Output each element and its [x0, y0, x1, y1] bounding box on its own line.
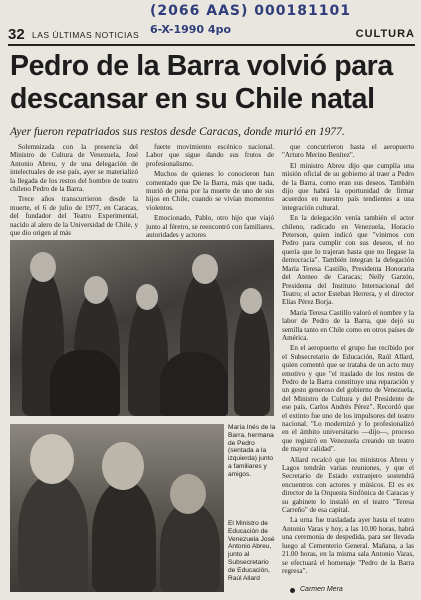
publication-name: LAS ÚLTIMAS NOTICIAS — [32, 30, 140, 40]
photo-face — [170, 474, 206, 514]
photo-face — [102, 442, 144, 490]
photo-family-gathering — [10, 240, 274, 416]
photo-figure — [92, 480, 156, 592]
paragraph: que concurrieron hasta el aeropuerto "Arturo Merino Benítez". — [282, 143, 414, 160]
byline-bullet — [290, 588, 295, 593]
masthead — [8, 26, 415, 46]
photo-face — [84, 276, 108, 304]
headline: Pedro de la Barra volvió para descansar en su Chile natal — [10, 50, 393, 115]
photo-officials — [10, 424, 224, 592]
photo-face — [240, 288, 262, 314]
photo-figure — [160, 502, 220, 592]
photo-figure — [234, 300, 270, 416]
photo-face — [30, 252, 56, 282]
paragraph: Solemnizada con la presencia del Ministro de Cultura de Venezuela, José Antonio Abreu, y de una delegación de intelectuales de ese país, ayer se materializó la llegada de los restos del hombre de teatro chileno Pedro de la Barra. — [10, 143, 138, 194]
paragraph: La urna fue trasladada ayer hasta el teatro Antonio Varas y hoy, a las 10.00 horas, habrá una ceremonia de despedida, para ser llevada luego al Cementerio General. Mañana, a las 21.00 horas, en la misma sala Antonio Varas, se efectuará el homenaje "Pedro de la Barra regresa". — [282, 516, 414, 575]
paragraph: En la delegación venía también el actor chileno, radicado en Venezuela, Horacio Peterson, quien indicó que "vinimos con Pedro para cumplir con sus deseos, el no quería que lo trajeran hasta que no llegase la democracia". También integran la delegación María Teresa Castillo, Presidenta Honoraria del Ateneo de Caracas; Nelly Garzón, Presidenta del Instituto Internacional del Teatro; el actor Esteban Herrera, y el director Elías Pérez Borja. — [282, 214, 414, 307]
photo-caption-1: María Inés de la Barra, hermana de Pedro (sentada a la izquierda) junto a familiares y amigos. — [228, 424, 276, 478]
page-number: 32 — [8, 26, 25, 43]
photo-face — [30, 434, 74, 484]
section-label: CULTURA — [355, 28, 415, 40]
paragraph: fuerte movimiento escénico nacional. Labor que sigue dando sus frutos de profesionalismo. — [146, 143, 274, 168]
paragraph: María Teresa Castillo valoró el nombre y la labor de Pedro de la Barra, que dejó su semilla tanto en Chile como en otros países de América. — [282, 308, 414, 342]
paragraph: En el aeropuerto el grupo fue recibido por el Subsecretario de Educación, Raúl Allard, quien comentó que se trataba de un acto muy emotivo y que "el traslado de los restos de Pedro de la Barra constituye una reparación y un gesto generoso del gobierno de Venezuela, del Ministro de Cultura y del Presidente de ese país, Carlos Andrés Pérez". Recordó que el extinto fue uno de los impulsores del teatro nacional. "Lo modernizó y lo profesionalizó en el ámbito universitario —dijo—, proceso que registró en Venezuela creando un teatro de mayor calidad". — [282, 344, 414, 454]
photo-caption-2: El Ministro de Educación de Venezuela José Antonio Abreu, junto al Subsecretario de Educación, Raúl Allard — [228, 520, 275, 582]
photo-figure — [160, 352, 228, 416]
paragraph: Emocionado, Pablo, otro hijo que viajó junto al féretro, se reencontró con familiares, autoridades y actores — [146, 214, 274, 240]
column-2 — [146, 143, 274, 241]
paragraph: Trece años transcurrieron desde la muerte, el 6 de julio de 1977, en Caracas, del fundador del Teatro Experimental, nacido al alero de la Universidad de Chile, y que dio origen al más — [10, 195, 138, 238]
photo-face — [192, 254, 218, 284]
paragraph: Muchos de quienes lo conocieron han comentado que De la Barra, más que nada, murió de pena por la muerte de uno de sus hijos en Chile, cuando se vivían momentos violentos. — [146, 170, 274, 212]
photo-figure — [18, 474, 88, 592]
handwritten-date: 6-X-1990 4po — [150, 23, 232, 36]
byline: Carmen Mera — [300, 586, 343, 593]
column-1 — [10, 143, 138, 239]
deck: Ayer fueron repatriados sus restos desde Caracas, donde murió en 1977. — [10, 126, 345, 138]
paragraph: Allard recalcó que los ministros Abreu y Lagos tendrán varias reuniones, y que el Secretario de Estado extranjero sostendrá encuentros con actores y músicos. El es ex director de la Orquesta Sinfónica de Caracas y su gabinete lo instaló en el teatro "Teresa Carreño" de esa capital. — [282, 455, 414, 515]
photo-figure — [50, 350, 120, 416]
paragraph: El ministro Abreu dijo que cumplía una misión oficial de su gobierno al traer a Pedro de la Barra, como eran sus deseos. También dijo que habrá la oportunidad de firmar acuerdos en nuestro país tendientes a una integración cultural. — [282, 161, 414, 212]
handwritten-archive-code: (2066 AAS) 000181101 — [150, 3, 351, 19]
column-3 — [282, 143, 414, 575]
photo-face — [136, 284, 158, 310]
